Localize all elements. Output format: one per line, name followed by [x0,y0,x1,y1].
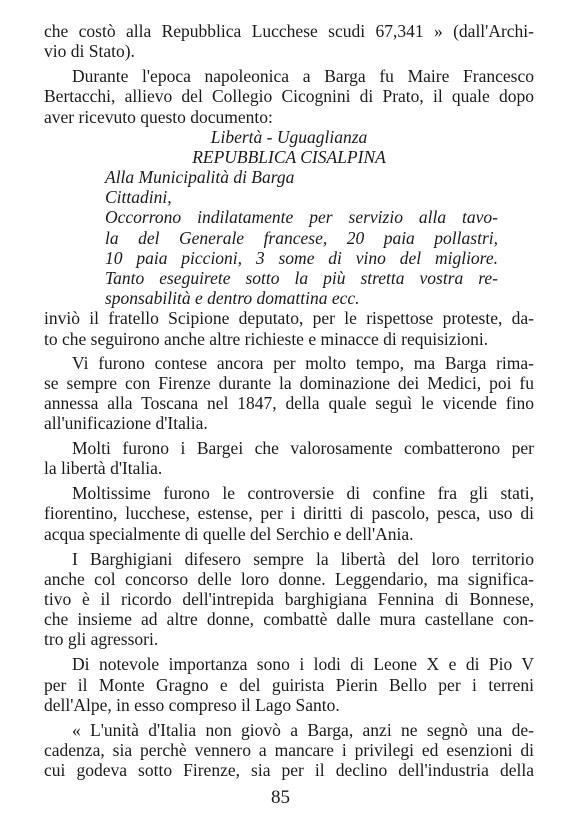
text-line: to che seguirono anche altre richieste e minacce di requisizioni. [44,328,489,349]
text-line: I Barghigiani difesero sempre la libertà del loro territorio [72,548,534,569]
quote-line: Occorrono indilatamente per servizio alla tavo- [105,207,498,228]
text-line: cui godeva sotto Firenze, sia per il declino dell'industria della [44,760,534,780]
text-line: Di notevole importanza sono i lodi di Leone X e di Pio V [72,654,534,675]
quote-line: Tanto eseguirete sotto la più stretta vostra re- [105,268,498,288]
text-line: che insieme ad altre donne, combattè dalle mura castellane con- [44,609,534,630]
quote-line: 10 paia piccioni, 3 some di vino del migliore. [105,247,498,268]
quote-heading: Libertà - Uguaglianza [210,126,368,147]
text-line: Bertacchi, allievo del Collegio Cicognini di Prato, il quale dopo [44,86,534,107]
text-line: che costò alla Repubblica Lucchese scudi 67,341 » (dall'Archi- [44,21,534,41]
text-line: anche col concorso delle loro donne. Leggendario, ma significa- [44,568,534,589]
text-line: Molti furono i Bargei che valorosamente combatterono per [72,438,534,459]
text-line: dell'Alpe, in esso compreso il Lago Santo. [44,694,340,715]
text-line: Vi furono contese ancora per molto tempo, ma Barga rima- [72,352,534,373]
text-line: fiorentino, lucchese, estense, per i diritti di pascolo, pesca, uso di [44,503,534,524]
text-line: Durante l'epoca napoleonica a Barga fu Maire Francesco [72,66,534,87]
text-line: acqua specialmente di quelle del Serchio e dell'Ania. [44,523,414,544]
text-line: all'unificazione d'Italia. [44,413,208,434]
text-line: cadenza, sia perchè vennero a mancare i privilegi ed esenzioni di [44,739,534,760]
text-line: vio di Stato). [44,41,135,62]
quote-line: la del Generale francese, 20 paia pollastri, [105,227,498,248]
text-line: se sempre con Firenze durante la dominazione dei Medici, poi fu [44,372,534,393]
text-line: « L'unità d'Italia non giovò a Barga, anzi ne segnò una de- [72,719,534,740]
text-line: per il Monte Gragno e del guirista Pierin Bello per i terreni [44,674,534,695]
text-line: annessa alla Toscana nel 1847, della quale seguì le vicende fino [44,392,534,413]
quote-line: Alla Municipalità di Barga [105,167,295,188]
text-line: tivo è il ricordo dell'intrepida barghigiana Fennina di Bonnese, [44,588,534,609]
text-line: Moltissime furono le controversie di confine fra gli stati, [72,483,534,504]
text-line: inviò il fratello Scipione deputato, per le rispettose proteste, da- [44,308,534,329]
text-line: la libertà d'Italia. [44,458,163,479]
quote-line: Cittadini, [105,187,172,208]
text-line: aver ricevuto questo documento: [44,106,273,127]
quote-heading: REPUBBLICA CISALPINA [192,146,386,167]
quote-line: sponsabilità e dentro domattina ecc. [105,288,360,309]
text-line: tro gli agressori. [44,629,159,650]
page-number: 85 [271,787,290,808]
